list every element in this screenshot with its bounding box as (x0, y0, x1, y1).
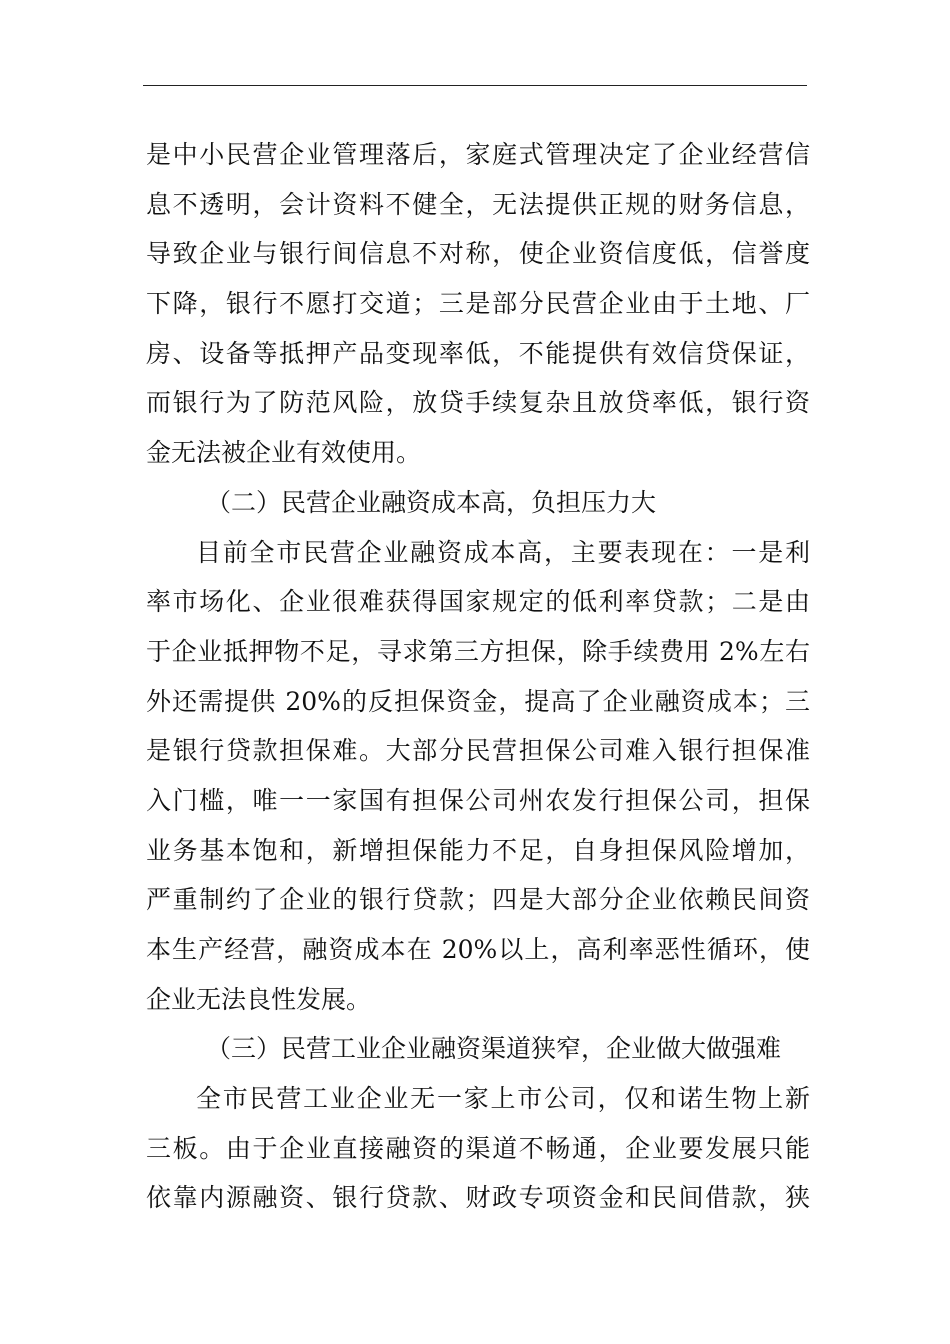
text-line: 入门槛，唯一一家国有担保公司州农发行担保公司，担保 (146, 785, 810, 815)
text-line: 导致企业与银行间信息不对称，使企业资信度低，信誉度 (146, 239, 810, 269)
text-line: 息不透明，会计资料不健全，无法提供正规的财务信息， (146, 189, 810, 219)
text-line: 是中小民营企业管理落后，家庭式管理决定了企业经营信 (146, 140, 810, 169)
document-body (146, 130, 810, 1223)
text-line: 是银行贷款担保难。大部分民营担保公司难入银行担保准 (146, 736, 810, 766)
text-line: 外还需提供 20%的反担保资金，提高了企业融资成本；三 (146, 686, 810, 716)
text-line: 依靠内源融资、银行贷款、财政专项资金和民间借款，狭 (146, 1183, 810, 1213)
text-line: 而银行为了防范风险，放贷手续复杂且放贷率低，银行资 (146, 388, 810, 418)
header-rule (143, 85, 807, 86)
text-line: 本生产经营，融资成本在 20%以上，高利率恶性循环，使 (146, 935, 810, 964)
text-line: 业务基本饱和，新增担保能力不足，自身担保风险增加， (146, 835, 810, 865)
section-heading-2: （二）民营企业融资成本高，负担压力大 (206, 487, 657, 517)
paragraph-first-line: 全市民营工业企业无一家上市公司，仅和诺生物上新 (196, 1084, 810, 1114)
text-line: 于企业抵押物不足，寻求第三方担保，除手续费用 2%左右 (146, 636, 810, 666)
text-line: 严重制约了企业的银行贷款；四是大部分企业依赖民间资 (146, 885, 810, 915)
text-line: 房、设备等抵押产品变现率低，不能提供有效信贷保证， (146, 338, 810, 368)
text-line: 企业无法良性发展。 (146, 984, 372, 1014)
text-line: 三板。由于企业直接融资的渠道不畅通，企业要发展只能 (146, 1133, 810, 1163)
text-line: 下降，银行不愿打交道；三是部分民营企业由于土地、厂 (146, 289, 810, 319)
text-line: 金无法被企业有效使用。 (146, 438, 422, 468)
paragraph-first-line: 目前全市民营企业融资成本高，主要表现在：一是利 (196, 537, 810, 567)
section-heading-3: （三）民营工业企业融资渠道狭窄，企业做大做强难 (206, 1034, 782, 1064)
text-line: 率市场化、企业很难获得国家规定的低利率贷款；二是由 (146, 587, 810, 617)
